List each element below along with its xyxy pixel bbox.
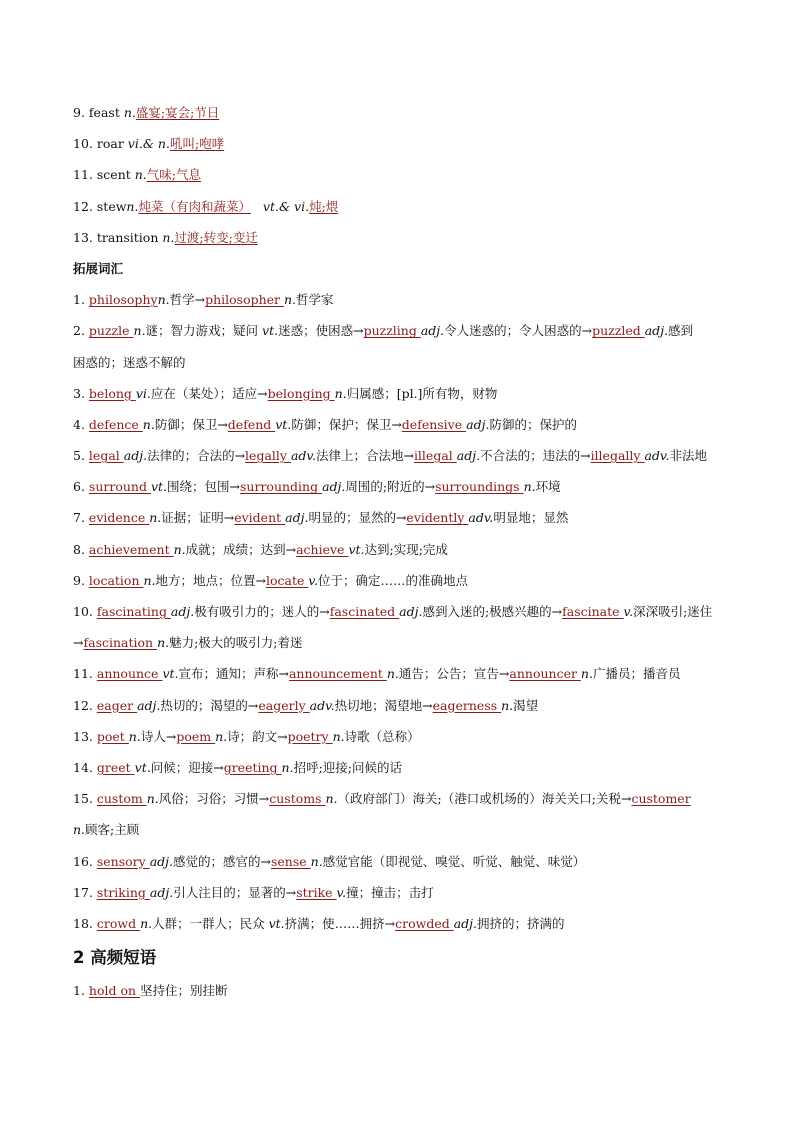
part-of-speech: adj. <box>466 416 490 432</box>
answer-text: greet <box>96 760 135 776</box>
answer-text: illegal <box>413 448 457 464</box>
text-span: 12. <box>73 697 93 713</box>
part-of-speech: n. <box>123 105 136 120</box>
text-span: （政府部门）海关;（港口或机场的）海关关口;关税→ <box>337 791 632 807</box>
answer-text: legal <box>88 448 124 464</box>
answer-text: belong <box>88 385 136 401</box>
text-span: 热切地；渴望地→ <box>334 697 433 713</box>
text-span: 13. <box>73 229 93 245</box>
answer-text: fascinate <box>562 604 624 620</box>
text-span: 深深吸引;迷住 <box>633 604 713 620</box>
ext-item-2 <box>73 315 728 377</box>
answer-text: custom <box>96 791 147 807</box>
text-span: 达到;实现;完成 <box>364 541 448 557</box>
ext-item-17 <box>73 877 728 908</box>
text-span: 10. <box>73 136 93 152</box>
ext-item-12 <box>73 690 728 721</box>
part-of-speech: v. <box>336 884 347 900</box>
part-of-speech: n. <box>142 416 155 432</box>
answer-text: announcer <box>509 666 581 682</box>
answer-text: fascinated <box>329 604 400 620</box>
part-of-speech: n. <box>310 853 323 869</box>
text-span: 环境 <box>535 479 561 495</box>
part-of-speech: n. <box>334 385 347 401</box>
text-span: 高频短语 <box>90 948 157 968</box>
text-span: 招呼;迎接;问候的话 <box>293 760 402 776</box>
part-of-speech: n. <box>386 666 399 682</box>
part-of-speech: adv. <box>644 448 670 464</box>
answer-text: eagerness <box>432 697 502 713</box>
vocab-item-13 <box>73 222 728 253</box>
answer-text: surrounding <box>240 479 323 495</box>
text-span: 风俗；习俗；习惯→ <box>158 791 270 807</box>
answer-text: philosopher <box>205 292 284 308</box>
text-span: 诗歌（总称） <box>344 728 420 744</box>
answer-text: strike <box>296 884 337 900</box>
answer: 炖菜（有肉和蔬菜） <box>138 198 251 214</box>
text-span: 地方；地点；位置→ <box>155 572 266 588</box>
text-span: 问候；迎接→ <box>150 760 224 776</box>
part-of-speech: adj. <box>399 604 423 620</box>
ext-item-4 <box>73 409 728 440</box>
text-span: 防御；保卫→ <box>154 416 228 432</box>
answer-text: illegally <box>590 448 645 464</box>
text-span: 明显地；显然 <box>493 510 569 526</box>
vocab-item-10 <box>73 128 728 159</box>
text-span: 热切的；渴望的→ <box>160 697 259 713</box>
text-span: 迷惑；使困惑→ <box>278 323 364 339</box>
text-span: 围绕；包围→ <box>167 479 240 495</box>
ext-item-5 <box>73 440 728 471</box>
ext-item-13 <box>73 721 728 752</box>
answer-text: legally <box>245 448 291 464</box>
text-span: 挤满；使……拥挤→ <box>284 915 396 931</box>
part-of-speech: n. <box>284 292 297 308</box>
text-span: 成就；成绩；达到→ <box>185 541 297 557</box>
part-of-speech: n. <box>173 541 186 557</box>
text-span: 渴望 <box>513 697 539 713</box>
answer-text: customer <box>631 791 691 807</box>
text-span: 位于；确定……的准确地点 <box>317 572 468 588</box>
answer-text: surround <box>88 479 151 495</box>
part-of-speech: n. <box>162 229 175 245</box>
text-span: 证据；证明→ <box>161 510 235 526</box>
text-span: 法律的；合法的→ <box>147 448 246 464</box>
part-of-speech: adj. <box>322 479 346 495</box>
answer-text: belonging <box>267 385 335 401</box>
part-of-speech: adj. <box>149 884 174 900</box>
text-span: 感觉官能（即视觉、嗅觉、听觉、触觉、味觉） <box>322 853 586 869</box>
vocab-item-9 <box>73 97 728 128</box>
answer-text: evidence <box>88 510 150 526</box>
part-of-speech: adv. <box>468 510 494 526</box>
answer-text: poetry <box>287 728 333 744</box>
part-of-speech: n. <box>523 479 536 495</box>
ext-item-9 <box>73 565 728 596</box>
answer: 炖;煨 <box>309 198 339 214</box>
answer-text: customs <box>269 791 326 807</box>
text-span: roar <box>96 136 124 152</box>
answer-text: sense <box>271 853 311 869</box>
text-span: 坚持住；别挂断 <box>140 983 228 999</box>
text-span: 14. <box>73 760 93 776</box>
text-span: 诗；韵文→ <box>227 728 288 744</box>
part-of-speech: n. <box>215 728 228 744</box>
answer: 过渡;转变;变迁 <box>174 229 258 245</box>
text-span: 哲学家 <box>296 292 334 308</box>
section-heading-phrases <box>73 941 728 975</box>
answer-text: fascination <box>83 635 158 651</box>
text-span: → <box>73 635 84 651</box>
ext-item-16 <box>73 846 728 877</box>
text-span: 11. <box>73 666 93 682</box>
answer-text: announcement <box>288 666 387 682</box>
text-span: 归属感；[pl.]所有物，财物 <box>346 385 498 401</box>
text-span: 8. <box>73 541 85 557</box>
answer: 吼叫;咆哮 <box>169 136 225 152</box>
answer-text: location <box>88 572 144 588</box>
text-span: 撞；撞击；击打 <box>346 884 434 900</box>
text-span: 引人注目的；显著的→ <box>173 884 297 900</box>
answer-text: sensory <box>96 853 150 869</box>
ext-item-1 <box>73 284 728 315</box>
part-of-speech: vt. <box>275 416 292 432</box>
answer-text: defensive <box>401 416 467 432</box>
answer-text: evident <box>234 510 286 526</box>
part-of-speech: vi. <box>135 385 151 401</box>
answer-text: puzzle <box>88 323 134 339</box>
part-of-speech: n. <box>325 791 338 807</box>
part-of-speech: vt.& vi. <box>262 198 310 214</box>
text-span: 7. <box>73 510 85 526</box>
part-of-speech: vi.& n. <box>127 136 170 152</box>
text-span: 防御；保护；保卫→ <box>291 416 402 432</box>
answer-text: evidently <box>406 510 469 526</box>
ext-item-3 <box>73 378 728 409</box>
text-span: 1. <box>73 292 85 308</box>
text-span: 17. <box>73 884 93 900</box>
text-span: 不合法的；违法的→ <box>480 448 591 464</box>
answer-text: achievement <box>88 541 174 557</box>
part-of-speech: adj. <box>644 323 669 339</box>
text-span: 人群；一群人；民众 <box>152 915 269 931</box>
text-span: 10. <box>73 604 93 620</box>
answer-text: fascinating <box>96 604 171 620</box>
answer-text: striking <box>96 884 150 900</box>
text-span: 周围的;附近的→ <box>345 479 436 495</box>
part-of-speech: n. <box>281 760 294 776</box>
part-of-speech: n. <box>146 791 159 807</box>
answer-text: puzzled <box>592 323 645 339</box>
part-of-speech: adv. <box>290 448 316 464</box>
text-span: 令人迷惑的；令人困惑的→ <box>444 323 593 339</box>
part-of-speech: n. <box>126 198 139 214</box>
part-of-speech: n. <box>128 728 141 744</box>
worksheet-page <box>73 97 728 1006</box>
answer-text: surroundings <box>435 479 524 495</box>
part-of-speech: v. <box>623 604 634 620</box>
ext-item-10 <box>73 596 728 658</box>
text-span: 法律上；合法地→ <box>315 448 414 464</box>
text-span: 感觉的；感官的→ <box>173 853 271 869</box>
text-span: 通告；公告；宣告→ <box>398 666 510 682</box>
text-span: 拥挤的；挤满的 <box>477 915 565 931</box>
text-span: 15. <box>73 791 93 807</box>
text-span: 困惑的；迷惑不解的 <box>73 354 186 370</box>
part-of-speech: n. <box>501 697 514 713</box>
text-span: feast <box>88 105 120 120</box>
part-of-speech: adj. <box>149 853 174 869</box>
part-of-speech: n. <box>157 292 170 308</box>
text-span: 16. <box>73 853 93 869</box>
ext-item-15 <box>73 783 728 845</box>
text-span: 明显的；显然的→ <box>308 510 407 526</box>
answer-text: achieve <box>296 541 349 557</box>
ext-item-6 <box>73 471 728 502</box>
answer-text: defend <box>227 416 276 432</box>
text-span: 顾客;主顾 <box>85 822 140 838</box>
part-of-speech: vt. <box>162 666 179 682</box>
part-of-speech: adj. <box>285 510 309 526</box>
text-span: transition <box>96 229 159 245</box>
text-span: 应在（某处）；适应→ <box>150 385 268 401</box>
text-span: 广播员；播音员 <box>592 666 681 682</box>
part-of-speech: adj. <box>453 915 478 931</box>
text-span: 12. <box>73 198 93 214</box>
text-span: 非法地 <box>669 448 707 464</box>
part-of-speech: adj. <box>456 448 481 464</box>
text-span: 极有吸引力的；迷人的→ <box>194 604 330 620</box>
answer-text: poem <box>176 728 216 744</box>
part-of-speech: vt. <box>262 323 279 339</box>
phrase-item-1 <box>73 975 728 1006</box>
answer-text: hold on <box>88 983 141 999</box>
part-of-speech: vt. <box>348 541 365 557</box>
answer-text: announce <box>96 666 163 682</box>
text-span: 3. <box>73 385 85 401</box>
ext-item-11 <box>73 658 728 689</box>
text-span: 1. <box>73 983 85 999</box>
answer-text: eagerly <box>258 697 310 713</box>
part-of-speech: n. <box>332 728 345 744</box>
text-span: 2. <box>73 323 85 339</box>
text-span: 9. <box>73 105 85 120</box>
text-span: 哲学→ <box>169 292 206 308</box>
answer-text: poet <box>96 728 129 744</box>
part-of-speech: adj. <box>123 448 148 464</box>
text-span: 感到 <box>668 323 694 339</box>
answer-text: locate <box>266 572 309 588</box>
part-of-speech: vt. <box>268 915 285 931</box>
ext-item-8 <box>73 534 728 565</box>
text-span: 9. <box>73 572 85 588</box>
part-of-speech: n. <box>134 167 147 183</box>
answer-text: crowded <box>395 915 454 931</box>
part-of-speech: adj. <box>170 604 195 620</box>
answer-text: crowd <box>96 915 141 931</box>
part-of-speech: n. <box>580 666 593 682</box>
ext-item-18 <box>73 908 728 939</box>
part-of-speech: vt. <box>134 760 151 776</box>
part-of-speech: n. <box>73 822 86 838</box>
vocab-item-11 <box>73 159 728 190</box>
text-span: 2 <box>73 948 85 968</box>
text-span: 5. <box>73 448 85 464</box>
text-span: 诗人→ <box>140 728 177 744</box>
part-of-speech: n. <box>133 323 146 339</box>
text-span: 4. <box>73 416 85 432</box>
text-span: 18. <box>73 915 93 931</box>
ext-item-7 <box>73 502 728 533</box>
answer-text: puzzling <box>363 323 421 339</box>
answer-text: defence <box>88 416 143 432</box>
answer-text: greeting <box>223 760 282 776</box>
text-span: scent <box>96 167 131 183</box>
text-span: 谜；智力游戏；疑问 <box>145 323 263 339</box>
answer-text: philosophy <box>88 292 158 308</box>
part-of-speech: n. <box>143 572 156 588</box>
vocab-item-12 <box>73 191 728 222</box>
part-of-speech: adv. <box>309 697 335 713</box>
text-span: 13. <box>73 728 93 744</box>
part-of-speech: n. <box>149 510 162 526</box>
part-of-speech: v. <box>308 572 318 588</box>
part-of-speech: adj. <box>137 697 161 713</box>
part-of-speech: adj. <box>420 323 445 339</box>
text-span: 宣布；通知；声称→ <box>178 666 289 682</box>
part-of-speech: n. <box>157 635 170 651</box>
part-of-speech: vt. <box>150 479 168 495</box>
subheading-extended-vocab: 拓展词汇 <box>73 260 124 276</box>
answer: 气味;气息 <box>146 167 201 183</box>
text-span: 11. <box>73 167 93 183</box>
answer-text: eager <box>96 697 138 713</box>
text-span: 感到入迷的;极感兴趣的→ <box>422 604 563 620</box>
answer: 盛宴;宴会;节日 <box>135 105 220 120</box>
text-span: 6. <box>73 479 85 495</box>
ext-item-14 <box>73 752 728 783</box>
text-span: stew <box>96 198 127 214</box>
text-span: 防御的；保护的 <box>489 416 577 432</box>
text-span: 魅力;极大的吸引力;着迷 <box>169 635 303 651</box>
part-of-speech: n. <box>140 915 153 931</box>
